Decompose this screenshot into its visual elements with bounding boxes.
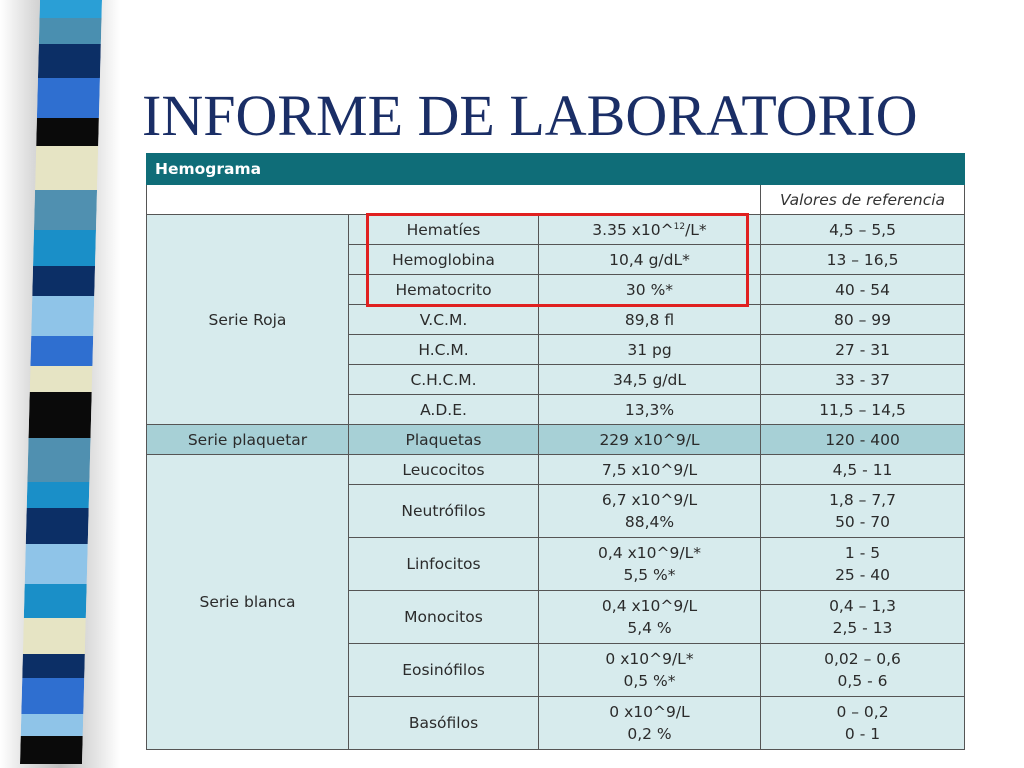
test-reference: 1,8 – 7,7 50 - 70: [761, 485, 965, 538]
test-value: 3.35 x10^$^{12}$/L*: [539, 215, 761, 245]
group-serie-blanca: Serie blanca: [147, 455, 349, 750]
page-title: INFORME DE LABORATORIO: [142, 83, 918, 148]
test-name: Linfocitos: [349, 538, 539, 591]
red-highlight-box: [366, 213, 749, 307]
test-reference: 80 – 99: [761, 305, 965, 335]
table-row: [147, 455, 965, 485]
test-value: 31 pg: [539, 335, 761, 365]
test-value: 7,5 x10^9/L: [539, 455, 761, 485]
decorative-stripe-border: [0, 0, 120, 768]
test-reference: 120 - 400: [761, 425, 965, 455]
reference-values-header: Valores de referencia: [761, 185, 965, 215]
group-serie-roja: Serie Roja: [147, 215, 349, 425]
test-reference: 40 - 54: [761, 275, 965, 305]
test-name: H.C.M.: [349, 335, 539, 365]
test-name: Leucocitos: [349, 455, 539, 485]
test-value: 13,3%: [539, 395, 761, 425]
test-reference: 0,02 – 0,6 0,5 - 6: [761, 644, 965, 697]
test-value: 0,4 x10^9/L 5,4 %: [539, 591, 761, 644]
test-reference: 1 - 5 25 - 40: [761, 538, 965, 591]
test-value: 229 x10^9/L: [539, 425, 761, 455]
reference-header-row: [147, 185, 965, 215]
test-value: 10,4 g/dL*: [539, 245, 761, 275]
test-name: Basófilos: [349, 697, 539, 750]
test-value: 89,8 fl: [539, 305, 761, 335]
table-header-row: [147, 154, 965, 185]
test-value: 34,5 g/dL: [539, 365, 761, 395]
test-name: Eosinófilos: [349, 644, 539, 697]
test-reference: 0,4 – 1,3 2,5 - 13: [761, 591, 965, 644]
test-name: Hematíes: [349, 215, 539, 245]
test-reference: 33 - 37: [761, 365, 965, 395]
test-name: A.D.E.: [349, 395, 539, 425]
test-name: Plaquetas: [349, 425, 539, 455]
table-header-hemograma: Hemograma: [147, 154, 965, 185]
test-value: 0 x10^9/L* 0,5 %*: [539, 644, 761, 697]
test-value: 0 x10^9/L 0,2 %: [539, 697, 761, 750]
reference-header-spacer: [147, 185, 761, 215]
test-reference: 13 – 16,5: [761, 245, 965, 275]
test-name: Neutrófilos: [349, 485, 539, 538]
test-name: Hemoglobina: [349, 245, 539, 275]
test-name: Hematocrito: [349, 275, 539, 305]
test-value: 6,7 x10^9/L 88,4%: [539, 485, 761, 538]
test-name: C.H.C.M.: [349, 365, 539, 395]
group-serie-plaquetar: Serie plaquetar: [147, 425, 349, 455]
table-row: [147, 425, 965, 455]
test-reference: 0 – 0,2 0 - 1: [761, 697, 965, 750]
test-name: Monocitos: [349, 591, 539, 644]
test-name: V.C.M.: [349, 305, 539, 335]
test-reference: 27 - 31: [761, 335, 965, 365]
test-value: 0,4 x10^9/L* 5,5 %*: [539, 538, 761, 591]
test-reference: 4,5 – 5,5: [761, 215, 965, 245]
test-reference: 4,5 - 11: [761, 455, 965, 485]
test-reference: 11,5 – 14,5: [761, 395, 965, 425]
test-value: 30 %*: [539, 275, 761, 305]
